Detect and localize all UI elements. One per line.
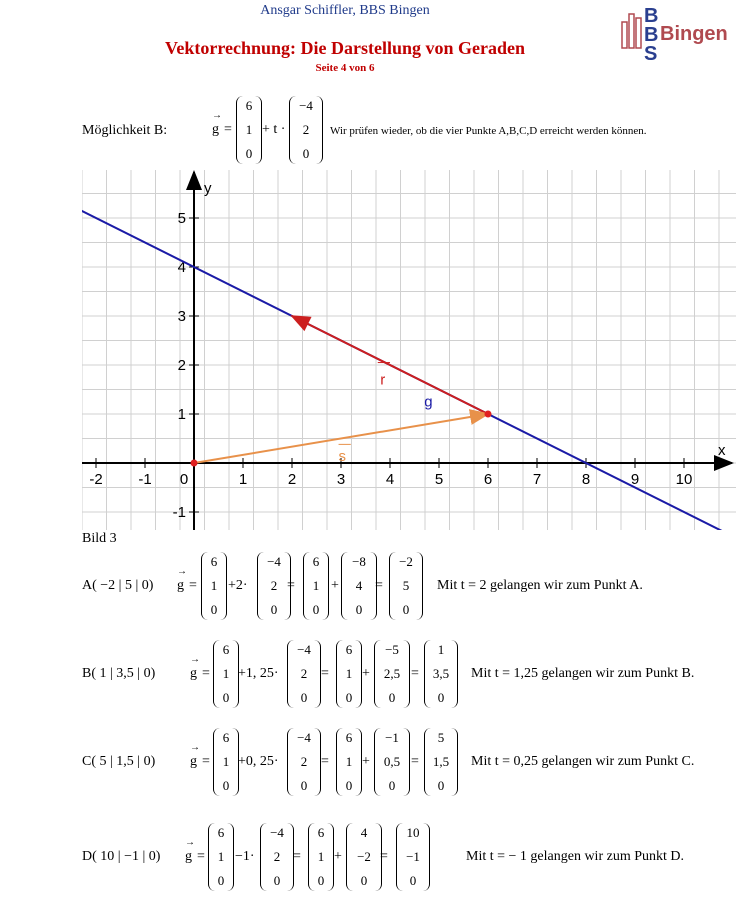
equals-sign: = (375, 578, 383, 593)
logo-letter-b1: B (644, 5, 659, 27)
result-text: Mit t = 1,25 gelangen wir zum Punkt B. (471, 666, 695, 681)
y-tick-label: 3 (177, 308, 186, 325)
y-tick-label: 1 (177, 406, 186, 423)
intro-text: Wir prüfen wieder, ob die vier Punkte A,B,C,D erreicht werden können. (330, 125, 647, 137)
scalar-factor: −1· (235, 849, 255, 864)
scalar-factor: +1, 25· (238, 666, 279, 681)
data-point (191, 460, 198, 467)
plus-sign: + (362, 666, 370, 681)
bbs-bingen-logo (620, 2, 740, 62)
label-s: s (338, 448, 347, 465)
plus-t: + t · (262, 122, 286, 137)
g-symbol: → g (177, 578, 184, 594)
y-tick-label: 2 (177, 357, 186, 374)
y-tick-label: 4 (177, 259, 186, 276)
equals-sign: = (380, 849, 388, 864)
equals-sign: = (321, 754, 329, 769)
label-r: r (380, 371, 386, 389)
x-tick-label: -1 (138, 471, 152, 488)
x-tick-label: 4 (385, 471, 395, 488)
scaled-vector: 4 −2 0 (346, 823, 382, 891)
x-tick-label: -2 (89, 471, 103, 488)
equals-sign: = (189, 578, 197, 593)
logo-letter-b2: B (644, 24, 659, 46)
scaled-vector: −1 0,5 0 (374, 728, 410, 796)
author-line: Ansgar Schiffler, BBS Bingen (260, 3, 430, 18)
result-text: Mit t = − 1 gelangen wir zum Punkt D. (466, 849, 684, 864)
scalar-factor: +2· (228, 578, 248, 593)
x-tick-label: 2 (287, 471, 297, 488)
support-vector: 6 1 0 (213, 728, 239, 796)
direction-vector: −4 2 0 (260, 823, 294, 891)
coordinate-chart (82, 170, 736, 530)
x-axis-label: x (718, 442, 726, 459)
g-symbol: → g (185, 849, 192, 865)
result-vector: 5 1,5 0 (424, 728, 458, 796)
point-label: B( 1 | 3,5 | 0) (82, 666, 156, 681)
plus-sign: + (334, 849, 342, 864)
equals-sign: = (321, 666, 329, 681)
point-label: A( −2 | 5 | 0) (82, 578, 154, 593)
equals-sign: = (411, 666, 419, 681)
x-tick-label: 5 (434, 471, 444, 488)
equals-sign: = (224, 122, 232, 137)
direction-vector: −4 2 0 (257, 552, 291, 620)
y-tick-label: -1 (172, 504, 186, 521)
support-vector: 6 1 0 (236, 96, 262, 164)
page-number: Seite 4 von 6 (315, 62, 375, 74)
logo-letter-s: S (644, 43, 658, 62)
x-tick-label: 10 (675, 471, 693, 488)
label-g: g (424, 393, 433, 411)
support-vector: 6 1 0 (336, 640, 362, 708)
scaled-vector: −5 2,5 0 (374, 640, 410, 708)
result-vector: 10 −1 0 (396, 823, 430, 891)
y-axis-label: y (204, 180, 212, 197)
data-point (485, 411, 492, 418)
plus-sign: + (362, 754, 370, 769)
x-tick-label: 8 (581, 471, 591, 488)
result-vector: −2 5 0 (389, 552, 423, 620)
x-tick-label: 0 (179, 471, 189, 488)
equals-sign: = (287, 578, 295, 593)
x-tick-label: 1 (238, 471, 248, 488)
figure-caption: Bild 3 (82, 531, 117, 546)
direction-vector: −4 2 0 (287, 640, 321, 708)
scalar-factor: +0, 25· (238, 754, 279, 769)
logo-bars-icon (622, 14, 641, 48)
result-text: Mit t = 2 gelangen wir zum Punkt A. (437, 578, 643, 593)
x-tick-label: 9 (630, 471, 640, 488)
support-vector: 6 1 0 (303, 552, 329, 620)
equals-sign: = (197, 849, 205, 864)
g-symbol: → g (212, 122, 219, 138)
logo-bingen: Bingen (660, 23, 728, 45)
equals-sign: = (411, 754, 419, 769)
plus-sign: + (331, 578, 339, 593)
g-symbol: → g (190, 754, 197, 770)
equals-sign: = (202, 666, 210, 681)
y-tick-label: 5 (177, 210, 186, 227)
support-vector: 6 1 0 (308, 823, 334, 891)
point-label: D( 10 | −1 | 0) (82, 849, 161, 864)
support-vector: 6 1 0 (201, 552, 227, 620)
support-vector: 6 1 0 (208, 823, 234, 891)
page-title: Vektorrechnung: Die Darstellung von Geraden (165, 38, 525, 58)
support-vector: 6 1 0 (213, 640, 239, 708)
point-label: C( 5 | 1,5 | 0) (82, 754, 156, 769)
support-vector: 6 1 0 (336, 728, 362, 796)
x-tick-label: 3 (336, 471, 346, 488)
result-vector: 1 3,5 0 (424, 640, 458, 708)
option-label: Möglichkeit B: (82, 123, 168, 138)
scaled-vector: −8 4 0 (341, 552, 377, 620)
direction-vector: −4 2 0 (289, 96, 323, 164)
result-text: Mit t = 0,25 gelangen wir zum Punkt C. (471, 754, 695, 769)
equals-sign: = (293, 849, 301, 864)
x-tick-label: 6 (483, 471, 493, 488)
x-tick-label: 7 (532, 471, 542, 488)
direction-vector: −4 2 0 (287, 728, 321, 796)
g-symbol: → g (190, 666, 197, 682)
equals-sign: = (202, 754, 210, 769)
